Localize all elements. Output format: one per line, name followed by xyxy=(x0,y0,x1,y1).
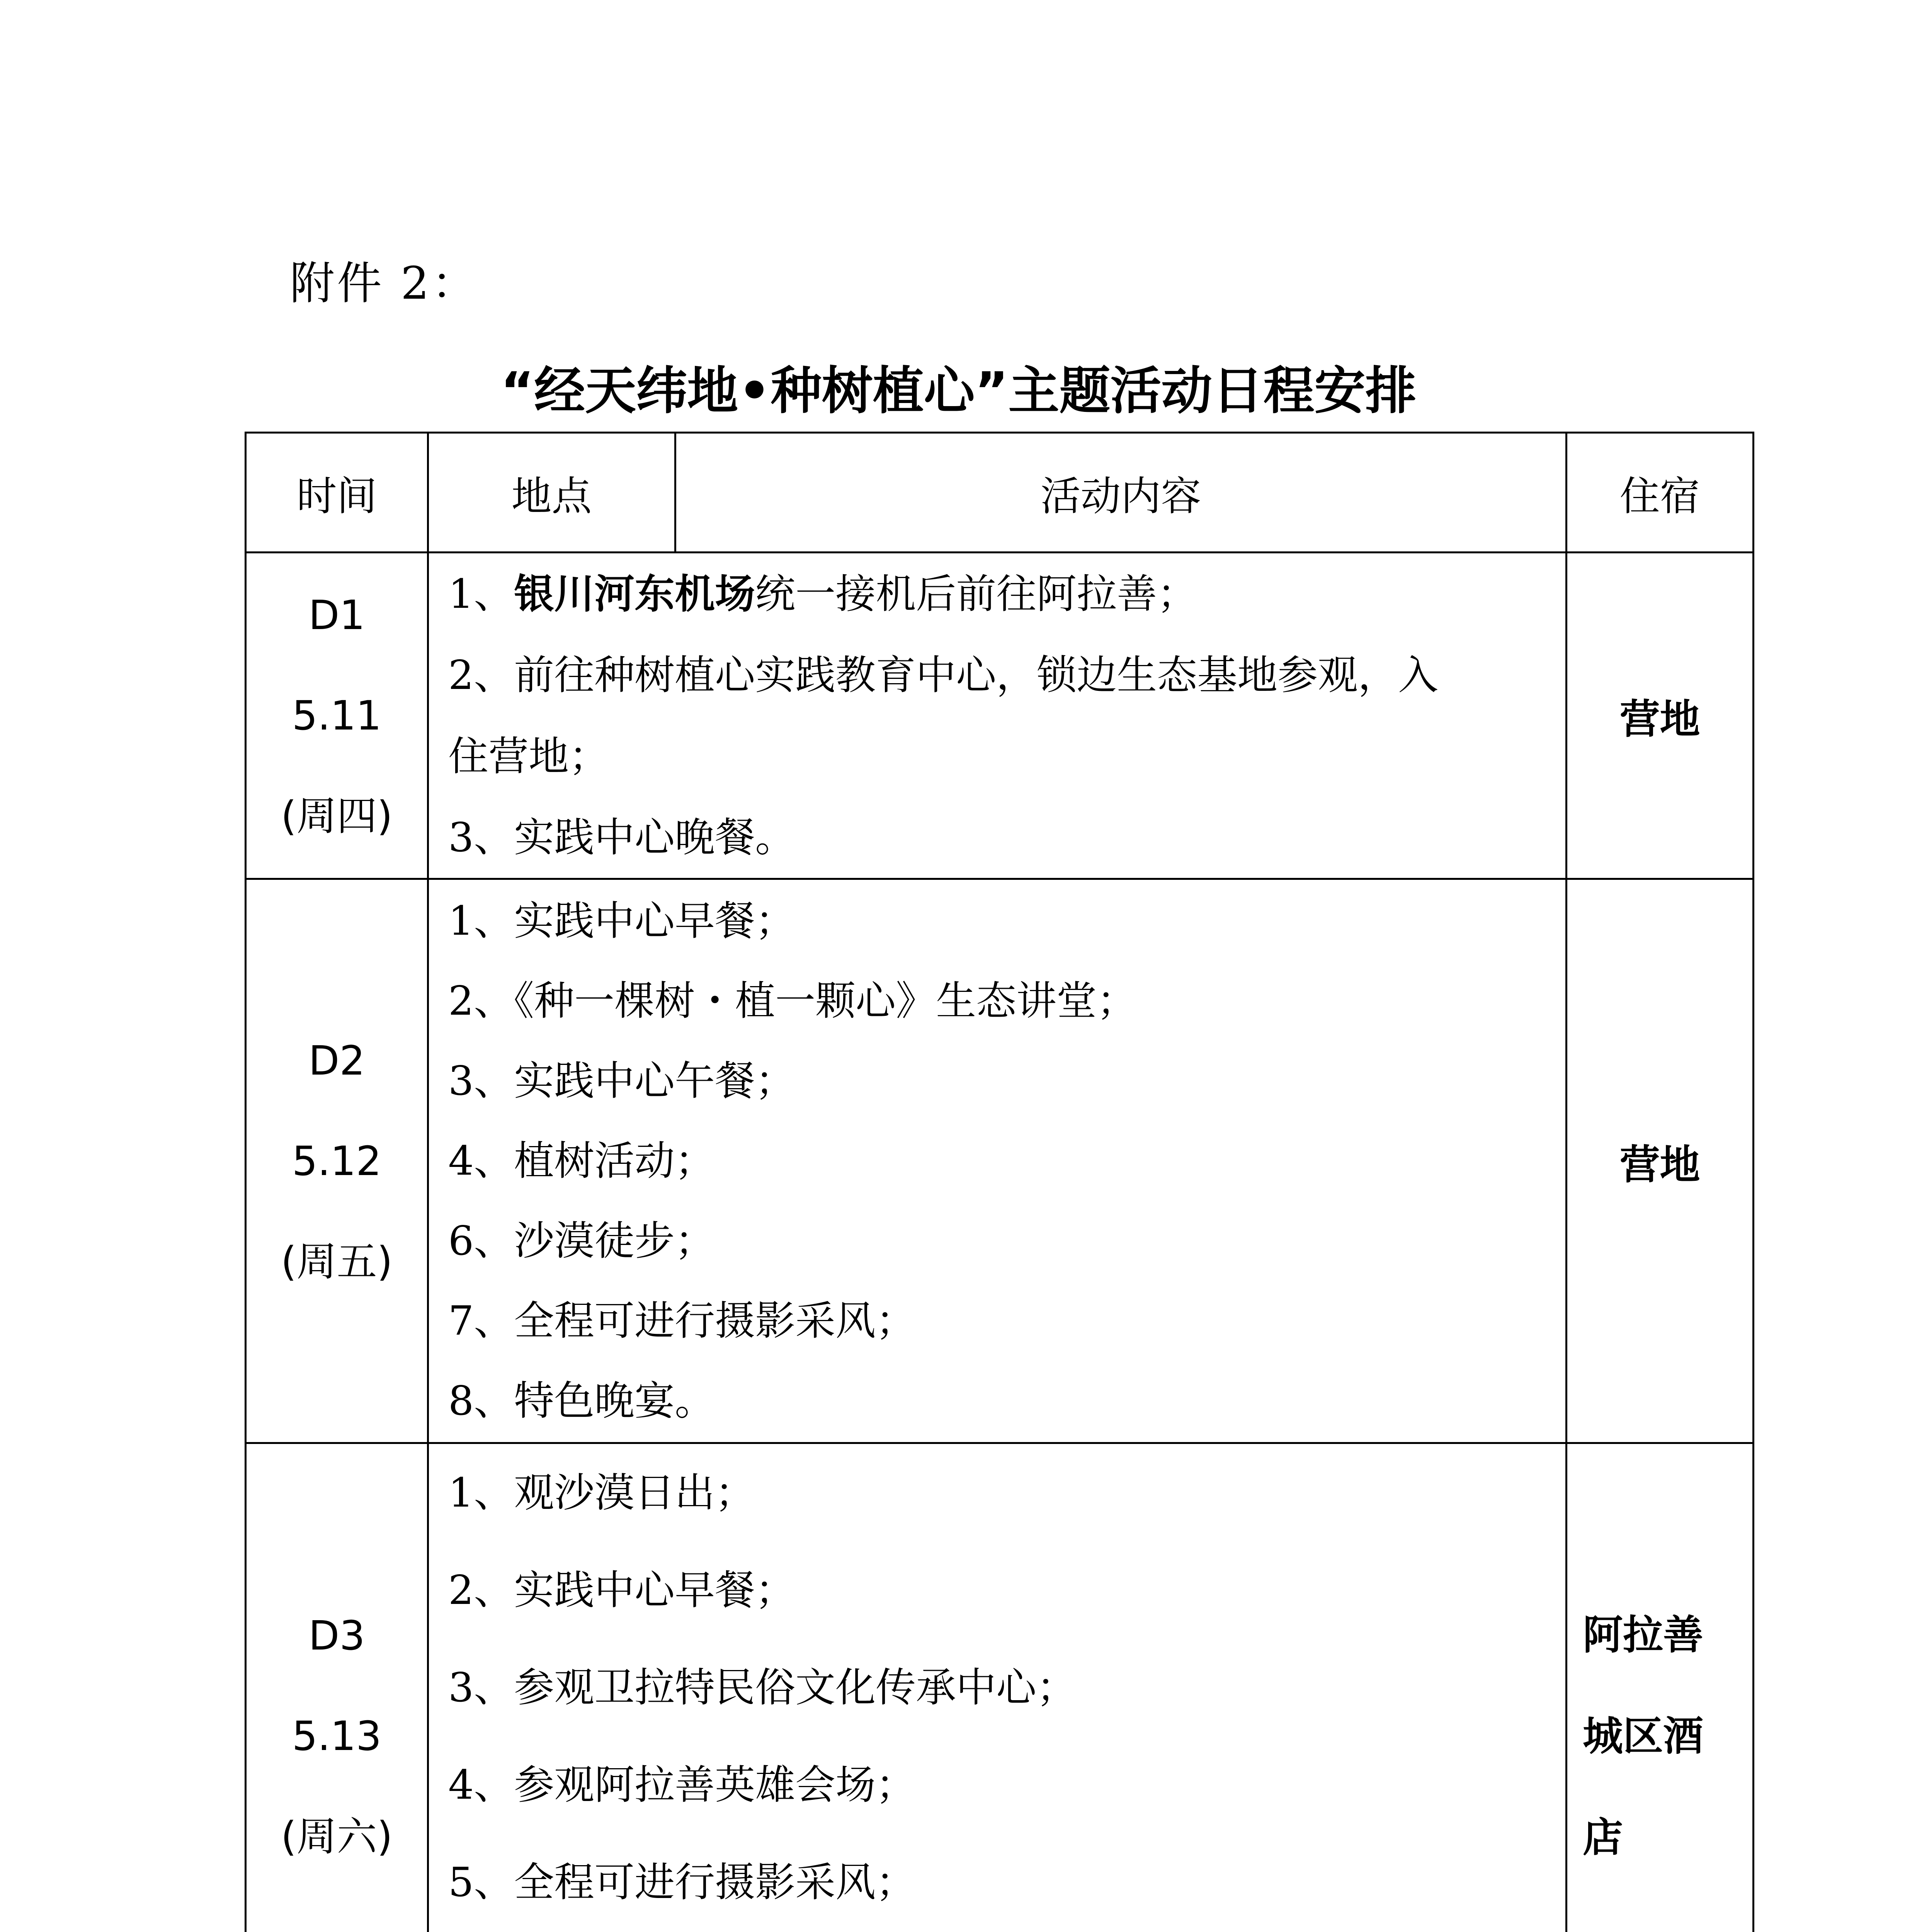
activity-item: 4、植树活动； xyxy=(448,1137,715,1184)
header-time: 时间 xyxy=(246,433,428,553)
lodging-text: 城区酒 xyxy=(1583,1713,1704,1760)
day-number: D3 xyxy=(308,1612,365,1659)
header-lodging: 住宿 xyxy=(1567,433,1754,553)
day-cell xyxy=(246,879,428,1443)
table-row xyxy=(246,879,1754,1443)
day-date: 5.12 xyxy=(292,1137,382,1185)
activity-content xyxy=(428,1443,1567,1932)
activity-item: 8、特色晚宴。 xyxy=(448,1377,715,1424)
activity-item: 2、《种一棵树・植一颗心》生态讲堂； xyxy=(448,977,1137,1024)
lodging-cell xyxy=(1567,553,1754,879)
day-number: D2 xyxy=(308,1037,365,1084)
day-number: D1 xyxy=(308,592,365,639)
activity-item: 3、实践中心晚餐。 xyxy=(448,814,796,861)
schedule-table xyxy=(245,432,1754,1932)
activity-content xyxy=(428,553,1567,879)
activity-item: 3、参观卫拉特民俗文化传承中心； xyxy=(448,1664,1077,1711)
table-row xyxy=(246,1443,1754,1932)
activity-content xyxy=(428,879,1567,1443)
lodging-cell xyxy=(1567,879,1754,1443)
day-date: 5.13 xyxy=(292,1713,382,1760)
table-header-row xyxy=(246,433,1754,553)
table-row xyxy=(246,553,1754,879)
day-cell xyxy=(246,553,428,879)
lodging-cell xyxy=(1567,1443,1754,1932)
activity-item: 1、观沙漠日出； xyxy=(448,1469,755,1516)
day-weekday: (周六) xyxy=(281,1813,393,1860)
activity-item: 5、全程可进行摄影采风； xyxy=(448,1859,916,1906)
header-content: 活动内容 xyxy=(675,433,1567,553)
activity-item: 住营地； xyxy=(448,733,609,780)
activity-item: 6、沙漠徒步； xyxy=(448,1217,715,1264)
activity-item: 2、前往种树植心实践教育中心，锁边生态基地参观，入 xyxy=(448,651,1439,699)
header-place: 地点 xyxy=(428,433,675,553)
activity-item: 2、实践中心早餐； xyxy=(448,1566,796,1614)
day-date: 5.11 xyxy=(292,692,382,739)
activity-item: 1、实践中心早餐； xyxy=(448,897,796,944)
day-weekday: (周四) xyxy=(281,793,393,840)
lodging-text: 阿拉善 xyxy=(1583,1611,1704,1658)
lodging-text: 店 xyxy=(1583,1814,1623,1861)
activity-item: 4、参观阿拉善英雄会场； xyxy=(448,1761,916,1808)
activity-item: 1、银川河东机场统一接机后前往阿拉善； xyxy=(448,570,1197,617)
document-title: “经天纬地•种树植心”主题活动日程安排 xyxy=(500,361,1417,421)
day-weekday: (周五) xyxy=(281,1238,393,1285)
day-cell xyxy=(246,1443,428,1932)
activity-item: 3、实践中心午餐； xyxy=(448,1057,796,1104)
attachment-label: 附件 2： xyxy=(290,257,479,310)
lodging-text: 营地 xyxy=(1619,1141,1700,1188)
activity-item: 7、全程可进行摄影采风； xyxy=(448,1297,916,1344)
lodging-text: 营地 xyxy=(1619,696,1700,743)
